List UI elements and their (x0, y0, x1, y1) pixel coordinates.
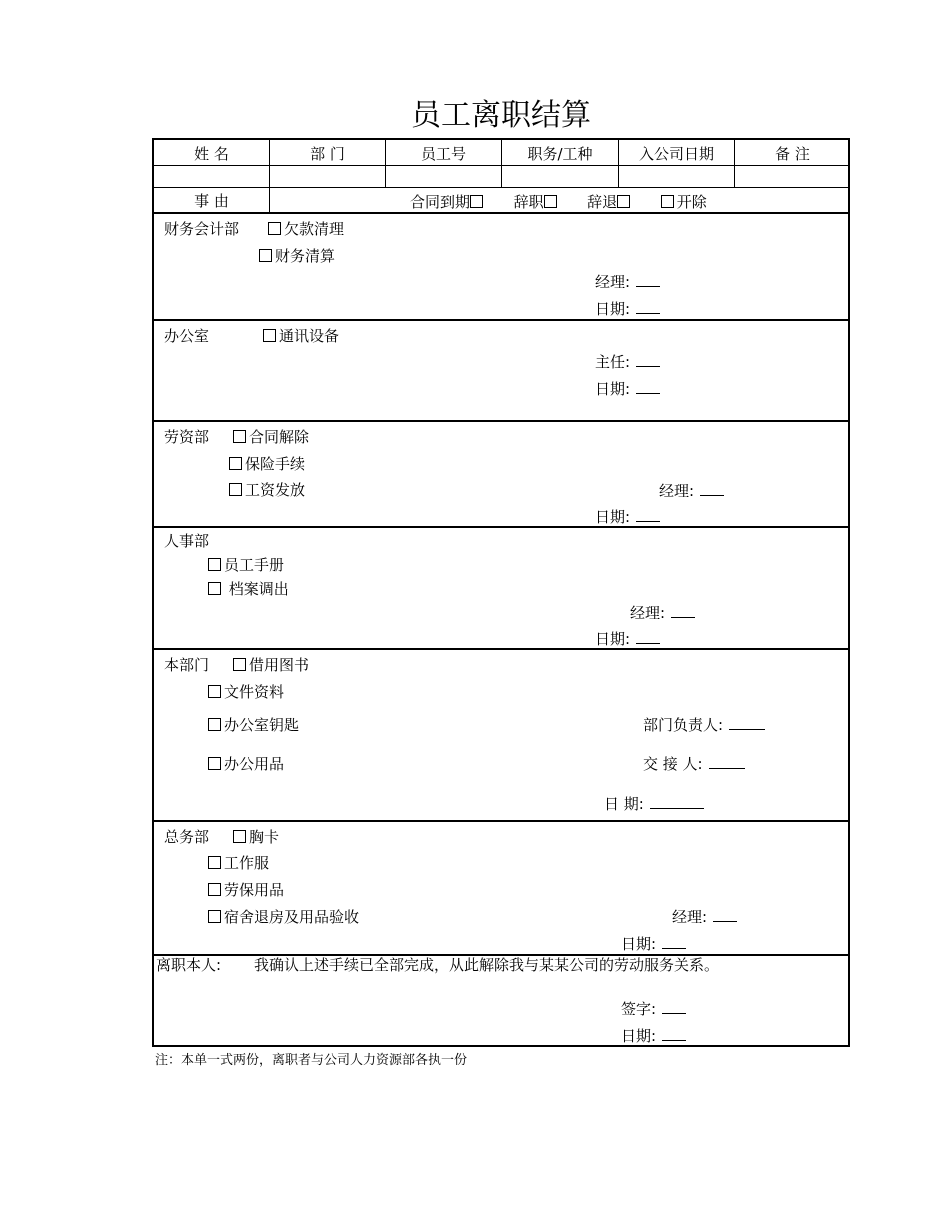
remarks-cell[interactable] (735, 166, 850, 187)
employee-statement: 我确认上述手续已全部完成，从此解除我与某某公司的劳动服务关系。 (254, 956, 720, 974)
hr-signature: 经理: (630, 603, 695, 623)
section-divider (154, 420, 848, 422)
hr-date: 日期: (595, 629, 660, 649)
column-divider (269, 187, 270, 212)
section-divider (154, 319, 848, 321)
labor-item: 合同解除 (233, 427, 309, 447)
date-line[interactable] (636, 520, 660, 522)
labor-item: 保险手续 (229, 454, 305, 474)
checkbox-icon[interactable] (259, 249, 272, 262)
reason-termination: 开除 (676, 193, 707, 211)
checkbox-icon[interactable] (268, 222, 281, 235)
checkbox-icon[interactable] (233, 658, 246, 671)
signature-line[interactable] (729, 728, 765, 730)
section-divider (154, 212, 848, 214)
header-position: 职务/工种 (527, 145, 593, 163)
resignation-settlement-form (152, 138, 850, 1047)
checkbox-icon[interactable] (208, 910, 221, 923)
section-divider (154, 820, 848, 822)
labor-dept-label: 劳资部 (164, 428, 210, 446)
signature-line[interactable] (713, 920, 737, 922)
reason-options (410, 192, 707, 212)
checkbox-icon[interactable] (229, 483, 242, 496)
signature-line[interactable] (671, 616, 695, 618)
header-department: 部 门 (310, 145, 345, 163)
position-cell[interactable] (502, 166, 618, 187)
hr-item: 档案调出 (208, 579, 289, 599)
checkbox-icon[interactable] (208, 685, 221, 698)
office-signature: 主任: (595, 352, 660, 372)
general-date: 日期: (621, 934, 686, 954)
department-cell[interactable] (270, 166, 385, 187)
checkbox-icon[interactable] (233, 830, 246, 843)
checkbox-icon[interactable] (208, 558, 221, 571)
date-line[interactable] (662, 1039, 686, 1041)
own-dept-label: 本部门 (164, 656, 210, 674)
reason-contract-expiry: 合同到期 (410, 193, 471, 211)
general-dept-label: 总务部 (164, 828, 210, 846)
office-item: 通讯设备 (263, 326, 339, 346)
signature-line[interactable] (662, 1012, 686, 1014)
reason-resignation: 辞职 (513, 193, 544, 211)
general-item: 宿舍退房及用品验收 (208, 907, 359, 927)
header-remarks: 备 注 (775, 145, 810, 163)
own-dept-item: 办公室钥匙 (208, 715, 299, 735)
labor-date: 日期: (595, 507, 660, 527)
date-line[interactable] (662, 947, 686, 949)
office-dept-label: 办公室 (164, 327, 210, 345)
hr-dept-label: 人事部 (164, 532, 210, 550)
header-hire-date: 入公司日期 (638, 145, 714, 163)
employee-id-cell[interactable] (386, 166, 501, 187)
date-line[interactable] (636, 312, 660, 314)
general-item: 工作服 (208, 853, 269, 873)
section-divider (154, 526, 848, 528)
header-employee-id: 员工号 (420, 145, 466, 163)
form-title: 员工离职结算 (411, 98, 591, 133)
footnote: 注：本单一式两份，离职者与公司人力资源部各执一份 (155, 1053, 468, 1068)
general-item: 胸卡 (233, 827, 279, 847)
own-dept-item: 借用图书 (233, 655, 309, 675)
own-dept-item: 办公用品 (208, 754, 284, 774)
date-line[interactable] (636, 642, 660, 644)
finance-date: 日期: (595, 299, 660, 319)
labor-signature: 经理: (659, 481, 724, 501)
section-divider (154, 648, 848, 650)
own-dept-item: 文件资料 (208, 682, 284, 702)
checkbox-icon[interactable] (233, 430, 246, 443)
checkbox-icon[interactable] (208, 582, 221, 595)
header-name: 姓 名 (194, 145, 229, 163)
finance-item: 财务清算 (259, 246, 335, 266)
row-divider (154, 187, 848, 188)
checkbox-icon[interactable] (208, 757, 221, 770)
reason-label: 事 由 (194, 192, 229, 210)
signature-line[interactable] (700, 494, 724, 496)
own-dept-date: 日 期: (604, 794, 704, 814)
signature-line[interactable] (709, 767, 745, 769)
office-date: 日期: (595, 379, 660, 399)
date-line[interactable] (650, 807, 704, 809)
hr-item: 员工手册 (208, 555, 284, 575)
hire-date-cell[interactable] (619, 166, 734, 187)
checkbox-icon[interactable] (208, 718, 221, 731)
reason-dismissal: 辞退 (587, 193, 618, 211)
finance-signature: 经理: (595, 272, 660, 292)
checkbox-icon[interactable] (229, 457, 242, 470)
checkbox-icon[interactable] (661, 195, 674, 208)
checkbox-icon[interactable] (208, 883, 221, 896)
own-dept-head-signature: 部门负责人: (643, 715, 765, 735)
finance-item: 欠款清理 (268, 219, 344, 239)
checkbox-icon[interactable] (208, 856, 221, 869)
finance-dept-label: 财务会计部 (164, 220, 240, 238)
checkbox-icon[interactable] (263, 329, 276, 342)
signature-line[interactable] (636, 365, 660, 367)
signature-line[interactable] (636, 285, 660, 287)
name-cell[interactable] (154, 166, 269, 187)
date-line[interactable] (636, 392, 660, 394)
checkbox-icon[interactable] (617, 195, 630, 208)
checkbox-icon[interactable] (544, 195, 557, 208)
employee-signature: 签字: (621, 999, 686, 1019)
labor-item: 工资发放 (229, 480, 305, 500)
employee-date: 日期: (621, 1026, 686, 1046)
general-item: 劳保用品 (208, 880, 284, 900)
checkbox-icon[interactable] (470, 195, 483, 208)
own-dept-handover-signature: 交 接 人: (643, 754, 745, 774)
general-signature: 经理: (672, 907, 737, 927)
employee-label: 离职本人: (156, 956, 222, 974)
